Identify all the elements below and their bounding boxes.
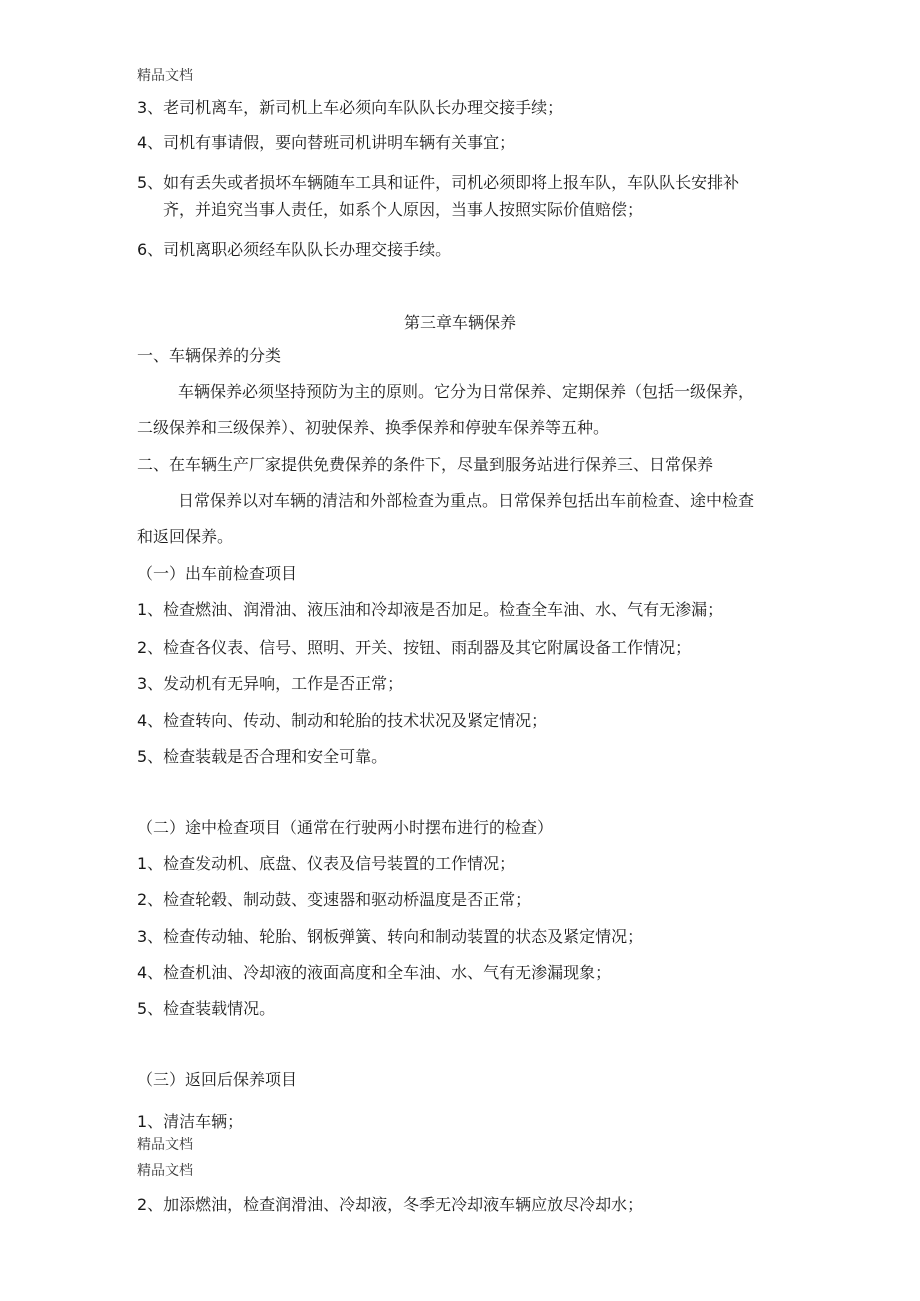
list-item: 3、发动机有无异响，工作是否正常；	[137, 674, 404, 693]
section-heading: 一、车辆保养的分类	[137, 346, 282, 365]
paragraph-line: 日常保养以对车辆的清洁和外部检查为重点。日常保养包括出车前检查、途中检查	[178, 491, 755, 510]
section-heading: 二、在车辆生产厂家提供免费保养的条件下，尽量到服务站进行保养三、日常保养	[137, 455, 714, 474]
paragraph-line: 车辆保养必须坚持预防为主的原则。它分为日常保养、定期保养（包括一级保养，	[178, 382, 755, 401]
list-item: 1、清洁车辆；	[137, 1112, 244, 1131]
list-item: 6、司机离职必须经车队队长办理交接手续。	[137, 240, 452, 259]
list-item: 5、如有丢失或者损坏车辆随车工具和证件，司机必须即将上报车队，车队队长安排补	[137, 173, 740, 192]
paragraph-line: 和返回保养。	[137, 527, 234, 546]
list-item: 5、检查装载情况。	[137, 999, 276, 1018]
list-item: 1、检查燃油、润滑油、液压油和冷却液是否加足。检查全车油、水、气有无渗漏；	[137, 600, 724, 619]
list-item: 5、检查装载是否合理和安全可靠。	[137, 747, 388, 766]
list-item: 2、检查轮毂、制动鼓、变速器和驱动桥温度是否正常；	[137, 890, 532, 909]
list-item: 4、检查转向、传动、制动和轮胎的技术状况及紧定情况；	[137, 711, 548, 730]
paragraph-line: 二级保养和三级保养）、初驶保养、换季保养和停驶车保养等五种。	[137, 418, 610, 437]
list-item-continuation: 齐，并追究当事人责任，如系个人原因，当事人按照实际价值赔偿；	[163, 200, 644, 219]
subsection-heading: （二）途中检查项目（通常在行驶两小时摆布进行的检查）	[137, 818, 554, 837]
list-item: 1、检查发动机、底盘、仪表及信号装置的工作情况；	[137, 854, 516, 873]
list-item: 2、加添燃油，检查润滑油、冷却液，冬季无冷却液车辆应放尽冷却水；	[137, 1195, 644, 1214]
subsection-heading: （三）返回后保养项目	[137, 1070, 298, 1089]
list-item: 4、司机有事请假，要向替班司机讲明车辆有关事宜；	[137, 133, 516, 152]
list-item: 2、检查各仪表、信号、照明、开关、按钮、雨刮器及其它附属设备工作情况；	[137, 638, 692, 657]
footer-watermark: 精品文档	[137, 1137, 193, 1153]
header-watermark: 精品文档	[137, 68, 193, 84]
subsection-heading: （一）出车前检查项目	[137, 564, 298, 583]
list-item: 4、检查机油、冷却液的液面高度和全车油、水、气有无渗漏现象；	[137, 963, 612, 982]
list-item: 3、检查传动轴、轮胎、钢板弹簧、转向和制动装置的状态及紧定情况；	[137, 927, 644, 946]
chapter-title: 第三章车辆保养	[403, 313, 516, 332]
list-item: 3、老司机离车，新司机上车必须向车队队长办理交接手续；	[137, 98, 564, 117]
header-watermark-next-page: 精品文档	[137, 1163, 193, 1179]
